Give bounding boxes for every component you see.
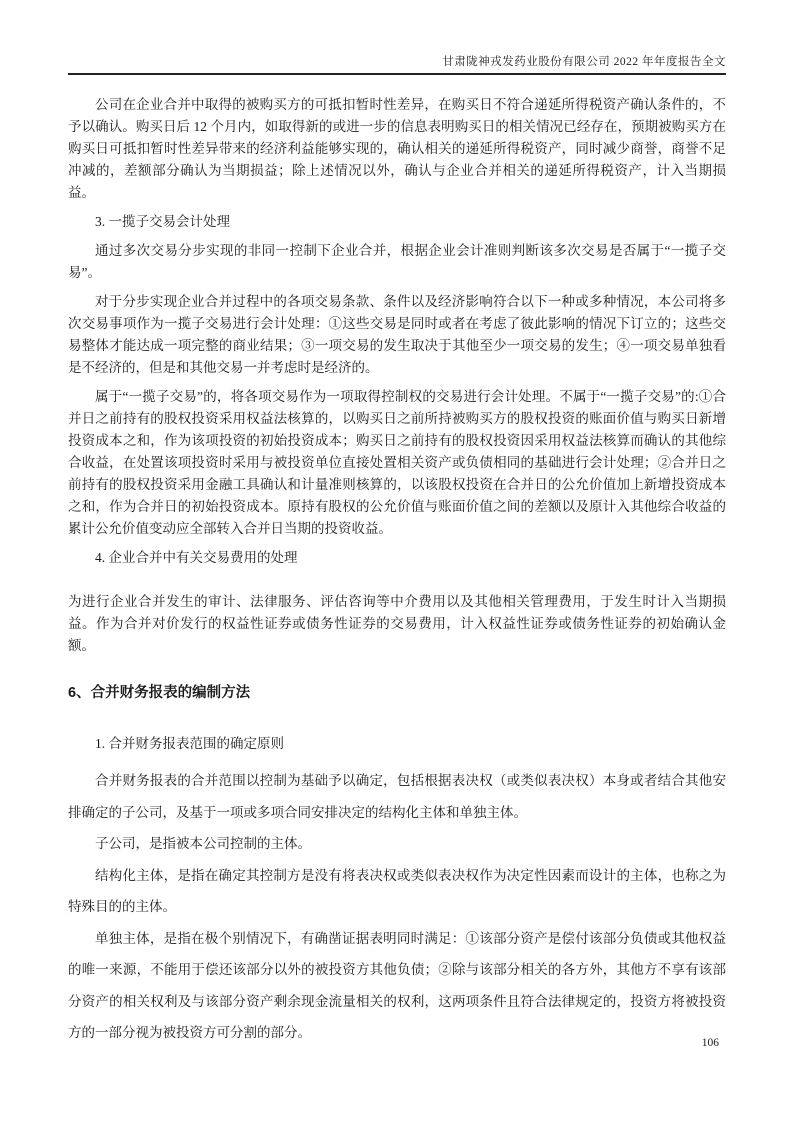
paragraph-deferred-tax-recognition: 公司在企业合并中取得的被购买方的可抵扣暂时性差异，在购买日不符合递延所得税资产确认条件的，不予以确认。购买日后 12 个月内，如取得新的或进一步的信息表明购买日的相关情况已经存在，预期被购买方在购买日可抵扣暂时性差异带来的经济利益能够实现的，确认相关的递延所得税资产，同时减少商誉，商誉不足冲减的，差额部分确认为当期损益；除上述情况以外，确认与企业合并相关的递延所得税资产，计入当期损益。 — [68, 97, 726, 200]
paragraph-bundle-criteria: 对于分步实现企业合并过程中的各项交易条款、条件以及经济影响符合以下一种或多种情况，本公司将多次交易事项作为一揽子交易进行会计处理：①这些交易是同时或者在考虑了彼此影响的情况下订立的；这些交易整体才能达成一项完整的商业结果；③一项交易的发生取决于其他至少一项交易的发生；④一项交易单独看是不经济的，但是和其他交易一并考虑时是经济的。 — [68, 294, 726, 375]
paragraph-separate-entity-definition: 单独主体，是指在极个别情况下，有确凿证据表明同时满足：①该部分资产是偿付该部分负债或其他权益的唯一来源，不能用于偿还该部分以外的被投资方其他负债；②除与该部分相关的各方外，其他方不享有该部分资产的相关权利及与该部分资产剩余现金流量相关的权利，这两项条件且符合法律规定的，投资方将被投资方的一部分视为被投资方可分割的部分。 — [68, 930, 726, 1040]
paragraph-structured-entity-definition: 结构化主体，是指在确定其控制方是没有将表决权或类似表决权作为决定性因素而设计的主体，也称之为特殊目的的主体。 — [68, 867, 726, 914]
paragraph-subsidiary-definition: 子公司，是指被本公司控制的主体。 — [95, 836, 311, 851]
paragraph-bundle-treatment: 属于“一揽子交易”的，将各项交易作为一项取得控制权的交易进行会计处理。不属于“一揽子交易”的:①合并日之前持有的股权投资采用权益法核算的，以购买日之前所持被购买方的股权投资的账面价值与购买日新增投资成本之和，作为该项投资的初始投资成本；购买日之前持有的股权投资因采用权益法核算而确认的其他综合收益，在处置该项投资时采用与被投资单位直接处置相关资产或负债相同的基础进行会计处理；②合并日之前持有的股权投资采用金融工具确认和计量准则核算的，以该股权投资在合并日的公允价值加上新增投资成本之和，作为合并日的初始投资成本。原持有股权的公允价值与账面价值之间的差额以及原计入其他综合收益的累计公允价值变动应全部转入合并日当期的投资收益。 — [68, 389, 726, 536]
report-header-title: 甘肃陇神戎发药业股份有限公司 2022 年年度报告全文 — [442, 56, 726, 68]
heading-transaction-fees: 4. 企业合并中有关交易费用的处理 — [95, 550, 298, 565]
paragraph-consolidation-scope: 合并财务报表的合并范围以控制为基础予以确定，包括根据表决权（或类似表决权）本身或者结合其他安排确定的子公司，及基于一项或多项合同安排决定的结构化主体和单独主体。 — [68, 773, 726, 820]
page-number: 106 — [701, 1037, 719, 1049]
paragraph-transaction-fees: 为进行企业合并发生的审计、法律服务、评估咨询等中介费用以及其他相关管理费用，于发生时计入当期损益。作为合并对价发行的权益性证券或债务性证券的交易费用，计入权益性证券或债务性证券的初始确认金额。 — [68, 594, 726, 653]
heading-consolidated-statements-method: 6、合并财务报表的编制方法 — [68, 685, 251, 701]
heading-bundle-transaction-accounting: 3. 一揽子交易会计处理 — [95, 214, 230, 229]
heading-consolidation-scope-principle: 1. 合并财务报表范围的确定原则 — [95, 736, 284, 751]
paragraph-bundle-intro: 通过多次交易分步实现的非同一控制下企业合并，根据企业会计准则判断该多次交易是否属于“一揽子交易”。 — [68, 243, 726, 280]
document-body — [68, 94, 726, 1049]
page-header — [68, 0, 726, 75]
